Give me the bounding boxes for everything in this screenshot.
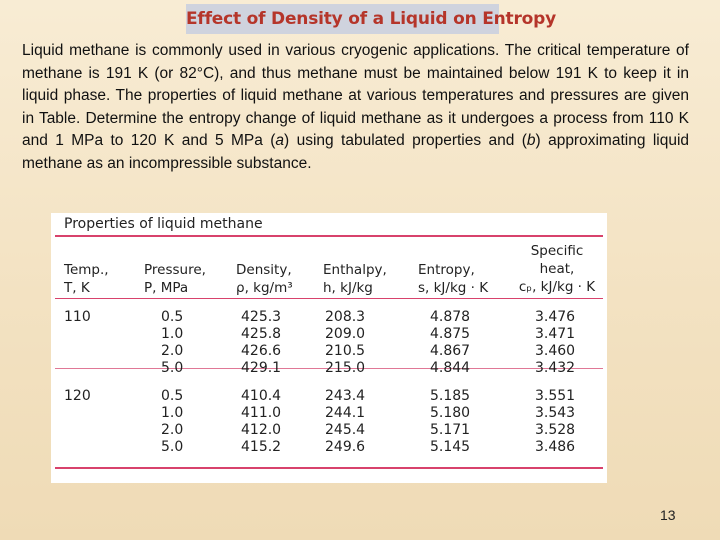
header-pressure-line-1: Pressure,: [144, 262, 206, 278]
pressure-cell: 0.5: [161, 388, 184, 404]
header-density-line-2: ρ, kg/m³: [236, 280, 293, 296]
header-entropy-line-1: Entropy,: [418, 262, 475, 278]
entropy-cell: 5.145: [430, 439, 471, 455]
problem-text-3: ) approximating liquid methane as an incompressible substance.: [22, 132, 690, 172]
entropy-cell: 5.171: [430, 422, 471, 438]
density-cell: 411.0: [241, 405, 282, 421]
table-bottom-rule: [55, 467, 603, 469]
specific-heat-cell: 3.460: [535, 343, 576, 359]
problem-part-b-label: b: [526, 132, 536, 149]
header-specific-heat: [509, 242, 605, 296]
enthalpy-cell: 244.1: [325, 405, 366, 421]
enthalpy-cell: 209.0: [325, 326, 366, 342]
specific-heat-cell: 3.471: [535, 326, 576, 342]
slide-title: Effect of Density of a Liquid on Entropy: [186, 4, 499, 34]
pressure-cell: 2.0: [161, 422, 184, 438]
table-title: Properties of liquid methane: [64, 216, 263, 232]
entropy-cell: 5.180: [430, 405, 471, 421]
entropy-cell: 4.844: [430, 360, 471, 376]
table-header-rule: [55, 298, 603, 299]
header-entropy: [418, 261, 488, 297]
header-enthalpy-line-2: h, kJ/kg: [323, 280, 373, 296]
pressure-cell: 5.0: [161, 360, 184, 376]
density-cell: 425.3: [241, 309, 282, 325]
specific-heat-cell: 3.528: [535, 422, 576, 438]
header-specific-heat-line-1: Specific: [530, 243, 584, 259]
header-temperature: [64, 261, 109, 297]
problem-statement: [22, 40, 689, 175]
group-temperature-110: 110: [64, 309, 91, 325]
entropy-cell: 4.875: [430, 326, 471, 342]
density-cell: 429.1: [241, 360, 282, 376]
pressure-cell: 1.0: [161, 405, 184, 421]
enthalpy-cell: 243.4: [325, 388, 366, 404]
specific-heat-cell: 3.432: [535, 360, 576, 376]
density-cell: 410.4: [241, 388, 282, 404]
header-pressure-line-2: P, MPa: [144, 280, 189, 296]
density-cell: 425.8: [241, 326, 282, 342]
table-top-rule: [55, 235, 603, 237]
header-density: [236, 261, 293, 297]
problem-part-a-label: a: [275, 132, 285, 149]
specific-heat-cell: 3.543: [535, 405, 576, 421]
enthalpy-cell: 208.3: [325, 309, 366, 325]
header-specific-heat-line-2: heat,: [539, 261, 575, 277]
specific-heat-cell: 3.476: [535, 309, 576, 325]
specific-heat-cell: 3.551: [535, 388, 576, 404]
group-temperature-120: 120: [64, 388, 91, 404]
enthalpy-cell: 245.4: [325, 422, 366, 438]
density-cell: 412.0: [241, 422, 282, 438]
density-cell: 426.6: [241, 343, 282, 359]
pressure-cell: 1.0: [161, 326, 184, 342]
header-pressure: [144, 261, 206, 297]
pressure-cell: 0.5: [161, 309, 184, 325]
header-density-line-1: Density,: [236, 262, 292, 278]
entropy-cell: 5.185: [430, 388, 471, 404]
problem-text-2: ) using tabulated properties and (: [284, 132, 527, 149]
entropy-cell: 4.867: [430, 343, 471, 359]
header-enthalpy: [323, 261, 387, 297]
problem-text-1: Liquid methane is commonly used in various cryogenic applications. The critical temperature of methane is 191 K (or 82°C), and thus methane must be maintained below 191 K to keep it in liquid phase. The properties of liquid methane at various temperatures and pressures are given in Table. Determine the entropy change of liquid methane as it undergoes a process from 110 K and 1 MPa to 120 K and 5 MPa (: [22, 42, 689, 149]
header-temperature-line-2: T, K: [64, 280, 90, 296]
page-number: 13: [660, 507, 676, 523]
entropy-cell: 4.878: [430, 309, 471, 325]
header-specific-heat-line-3: cₚ, kJ/kg · K: [518, 279, 596, 295]
pressure-cell: 5.0: [161, 439, 184, 455]
pressure-cell: 2.0: [161, 343, 184, 359]
enthalpy-cell: 249.6: [325, 439, 366, 455]
density-cell: 415.2: [241, 439, 282, 455]
enthalpy-cell: 215.0: [325, 360, 366, 376]
header-enthalpy-line-1: Enthalpy,: [323, 262, 387, 278]
specific-heat-cell: 3.486: [535, 439, 576, 455]
methane-properties-table: [51, 213, 607, 483]
enthalpy-cell: 210.5: [325, 343, 366, 359]
header-temperature-line-1: Temp.,: [64, 262, 109, 278]
header-entropy-line-2: s, kJ/kg · K: [418, 280, 489, 296]
